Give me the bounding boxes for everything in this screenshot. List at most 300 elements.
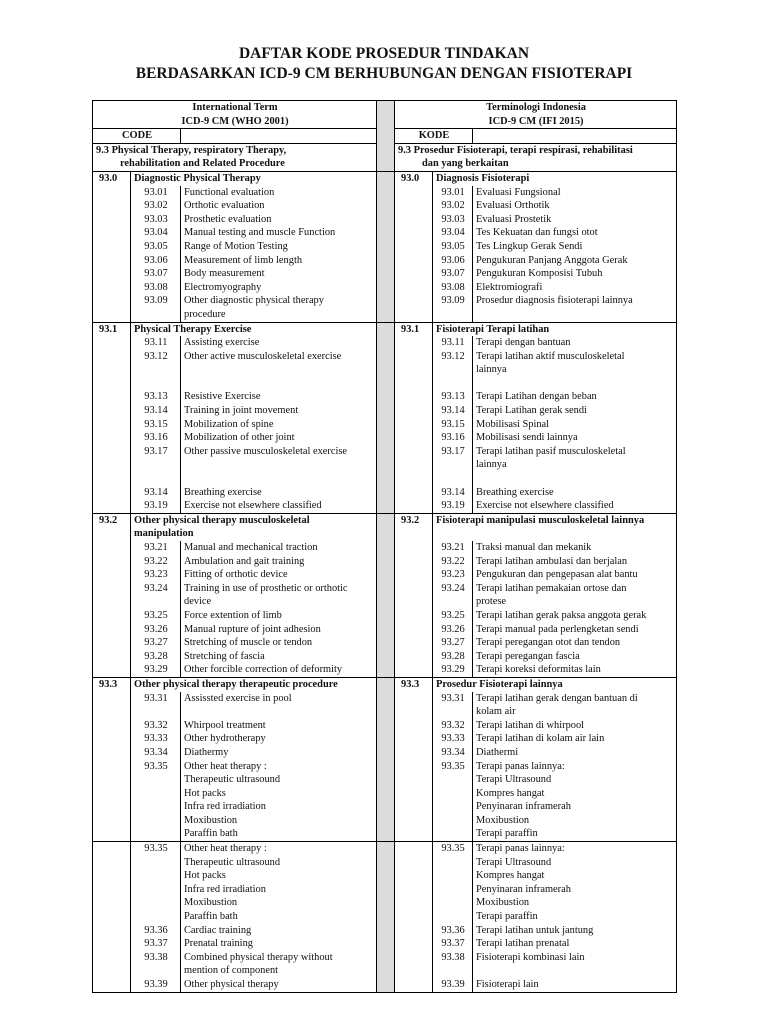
indent-cell-left [93,924,131,938]
procedure-term-right-line: Penyinaran inframerah [476,801,571,813]
indent-cell-right [395,732,433,746]
procedure-code-right: 93.39 [433,978,473,992]
procedure-term-left [181,213,377,227]
procedure-term-left-line: Other passive musculoskeletal exercise [184,445,348,457]
procedure-row [93,719,677,733]
procedure-term-left-line: Training in use of prosthetic or orthotic [184,582,348,594]
column-gap [377,186,395,200]
procedure-code-right: 93.37 [433,937,473,951]
procedure-term-left-line: Other physical therapy [184,979,279,990]
indent-cell-right [395,254,433,268]
procedure-term-left [181,294,377,322]
procedure-row [93,623,677,637]
procedure-term-right [473,240,677,254]
procedure-code-left: 93.34 [131,746,181,760]
procedure-term-left-line: Combined physical therapy without [184,951,333,963]
procedure-term-left [181,267,377,281]
procedure-term-right-line: Terapi latihan di whirpool [476,719,585,731]
indent-cell-right [395,294,433,322]
procedure-row [93,418,677,432]
column-gap [377,322,395,336]
procedure-code-right: 93.01 [433,186,473,200]
column-gap [377,254,395,268]
procedure-term-left-line: device [184,596,212,608]
procedure-term-left-line: Hot packs [184,787,226,799]
procedure-row [93,445,677,486]
procedure-term-left [181,336,377,350]
procedure-term-right-line: Terapi Latihan dengan beban [476,391,597,403]
procedure-term-right-line: Moxibustion [476,814,530,826]
title-line-1: DAFTAR KODE PROSEDUR TINDAKAN [238,45,530,62]
procedure-row [93,663,677,677]
section-row [93,513,677,541]
indent-cell-left [93,336,131,350]
indent-cell-right [395,336,433,350]
procedure-row [93,760,677,842]
procedure-code-left: 93.08 [131,281,181,295]
section-title-left-line: Other physical therapy musculoskeletal [134,514,310,526]
procedure-term-right-line: Mobilisasi sendi lainnya [476,432,578,444]
indent-cell-left [93,294,131,322]
column-gap [377,842,395,924]
procedure-term-left-line: Orthotic evaluation [184,200,265,212]
procedure-term-right-line: Terapi paraffin [476,911,538,923]
procedure-term-right-line: Terapi latihan di kolam air lain [476,733,605,745]
column-gap [377,390,395,404]
procedure-term-right-line: Terapi peregangan otot dan tendon [476,637,621,649]
procedure-term-left-line: procedure [184,308,226,320]
procedure-code-right: 93.11 [433,336,473,350]
procedure-row [93,350,677,391]
procedure-code-left: 93.12 [131,350,181,391]
section-title-right [433,677,677,691]
procedure-code-left: 93.11 [131,336,181,350]
indent-cell-right [395,924,433,938]
procedure-row [93,240,677,254]
procedure-term-left [181,719,377,733]
procedure-code-right: 93.21 [433,541,473,555]
procedure-term-left [181,636,377,650]
indent-cell-left [93,719,131,733]
section-code-right: 93.1 [395,322,433,336]
procedure-term-left [181,199,377,213]
procedure-row [93,199,677,213]
indent-cell-right [395,226,433,240]
column-gap [377,213,395,227]
column-gap [377,281,395,295]
procedure-row [93,404,677,418]
indent-cell-left [93,582,131,609]
procedure-code-left: 93.24 [131,582,181,609]
column-gap [377,555,395,569]
indent-cell-right [395,404,433,418]
procedure-term-right [473,418,677,432]
column-gap [377,978,395,992]
procedure-term-left [181,760,377,842]
code-label-left: CODE [93,129,181,144]
column-gap [377,171,395,185]
indent-cell-right [395,692,433,719]
procedure-term-left-line: Force extention of limb [184,609,282,621]
right-column-header [395,101,677,129]
procedure-term-left-line: Stretching of muscle or tendon [184,637,313,649]
section-row [93,677,677,691]
procedure-term-left [181,431,377,445]
indent-cell-right [395,951,433,978]
section-title-left [131,513,377,541]
column-gap [377,937,395,951]
section-code-left: 93.2 [93,513,131,541]
table-header-row [93,101,677,129]
procedure-term-left-line: Other heat therapy : [184,760,267,772]
section-title-left-line: manipulation [134,528,194,540]
procedure-term-right-line: Terapi Ultrasound [476,774,552,786]
procedure-term-right-line: Elektromiografi [476,281,543,293]
procedure-term-right [473,732,677,746]
indent-cell-left [93,650,131,664]
indent-cell-right [395,486,433,500]
procedure-term-right [473,186,677,200]
procedure-term-right-line: Kompres hangat [476,787,545,799]
procedure-code-left: 93.02 [131,199,181,213]
title-line-2: BERDASARKAN ICD-9 CM BERHUBUNGAN DENGAN FISIOTERAPI [135,65,633,82]
procedure-term-right-line: Tes Lingkup Gerak Sendi [476,240,583,252]
chapter-left-line-1: 9.3 Physical Therapy, respiratory Therapy, [96,144,287,156]
indent-cell-right [395,568,433,582]
procedure-row [93,650,677,664]
procedure-term-right [473,404,677,418]
indent-cell-left [93,418,131,432]
procedure-row [93,692,677,719]
procedure-term-right [473,746,677,760]
section-title-left [131,322,377,336]
column-gap [377,445,395,486]
column-gap [377,951,395,978]
procedure-term-left-line: Moxibustion [184,897,238,909]
section-title-right [433,513,677,541]
section-title-left [131,171,377,185]
procedure-term-right [473,555,677,569]
indent-cell-left [93,226,131,240]
procedure-code-right: 93.05 [433,240,473,254]
column-gap [377,582,395,609]
procedure-term-right [473,636,677,650]
section-row [93,171,677,185]
procedure-row [93,732,677,746]
procedure-term-right [473,350,677,391]
procedure-term-left [181,445,377,486]
procedure-term-right [473,199,677,213]
column-gap [377,746,395,760]
procedure-code-right: 93.26 [433,623,473,637]
procedure-term-left-line: Paraffin bath [184,911,238,923]
chapter-right-line-2: dan yang berkaitan [422,158,509,170]
indent-cell-left [93,760,131,842]
procedure-term-right-line: Terapi dengan bantuan [476,337,571,349]
procedure-term-right-line: Moxibustion [476,897,530,909]
procedure-term-right-line: Evaluasi Fungsional [476,186,561,198]
procedure-term-right-line: Terapi Ultrasound [476,856,552,868]
procedure-term-right [473,937,677,951]
procedure-code-right: 93.35 [433,760,473,842]
procedure-code-right: 93.24 [433,582,473,609]
procedure-term-left [181,732,377,746]
procedure-term-left-line: Ambulation and gait training [184,555,305,567]
procedure-term-right-line: Pengukuran Panjang Anggota Gerak [476,254,628,266]
procedure-term-right [473,609,677,623]
procedure-code-right: 93.13 [433,390,473,404]
procedure-term-left-line: Diathermy [184,746,229,758]
procedure-code-right: 93.34 [433,746,473,760]
indent-cell-left [93,199,131,213]
procedure-term-right-line: Terapi koreksi deformitas lain [476,664,601,676]
procedure-term-right [473,951,677,978]
indent-cell-right [395,499,433,513]
procedure-row [93,555,677,569]
procedure-term-left-line: Infra red irradiation [184,801,266,813]
procedure-term-right-line: Fisioterapi lain [476,979,539,990]
section-code-right: 93.0 [395,171,433,185]
procedure-term-right [473,281,677,295]
procedure-code-left: 93.38 [131,951,181,978]
procedure-code-left: 93.32 [131,719,181,733]
procedure-row [93,541,677,555]
procedure-code-left: 93.16 [131,431,181,445]
procedure-code-left: 93.09 [131,294,181,322]
procedure-code-left: 93.36 [131,924,181,938]
indent-cell-left [93,186,131,200]
left-column-header [93,101,377,129]
procedure-code-left: 93.28 [131,650,181,664]
procedure-term-right [473,267,677,281]
indent-cell-left [93,568,131,582]
procedure-code-left: 93.37 [131,937,181,951]
procedure-term-right [473,486,677,500]
procedure-code-left: 93.35 [131,842,181,924]
section-title-right [433,171,677,185]
procedure-term-left [181,281,377,295]
chapter-right-line-1: 9.3 Prosedur Fisioterapi, terapi respirasi, rehabilitasi [398,144,633,156]
procedure-term-left-line: Other diagnostic physical therapy [184,295,324,307]
indent-cell-right [395,978,433,992]
procedure-term-left [181,240,377,254]
column-gap [377,199,395,213]
procedure-term-left-line: Assissted exercise in pool [184,692,292,704]
procedure-term-left [181,541,377,555]
procedure-term-right-line: kolam air [476,706,516,718]
procedure-term-right-line: Evaluasi Orthotik [476,200,550,212]
procedure-term-right-line: protese [476,596,507,608]
procedure-term-left-line: Resistive Exercise [184,391,261,403]
procedure-term-right-line: Pengukuran dan pengepasan alat bantu [476,569,638,581]
procedure-row [93,486,677,500]
indent-cell-left [93,746,131,760]
procedure-term-right-line: Terapi latihan gerak paksa anggota gerak [476,609,647,621]
indent-cell-left [93,213,131,227]
procedure-code-left: 93.26 [131,623,181,637]
procedure-term-right [473,663,677,677]
column-gap [377,732,395,746]
procedure-term-left [181,568,377,582]
procedure-term-right [473,719,677,733]
procedure-code-right: 93.29 [433,663,473,677]
left-header-line-2: ICD-9 CM (WHO 2001) [181,115,289,127]
procedure-row [93,267,677,281]
procedure-term-right [473,213,677,227]
procedure-term-left [181,186,377,200]
procedure-row [93,937,677,951]
procedure-term-right [473,541,677,555]
indent-cell-left [93,842,131,924]
procedure-code-left: 93.14 [131,486,181,500]
procedure-term-left [181,254,377,268]
procedure-term-right [473,623,677,637]
column-gap [377,350,395,391]
procedure-code-left: 93.39 [131,978,181,992]
column-gap [377,404,395,418]
procedure-term-left-line: Infra red irradiation [184,883,266,895]
column-gap [377,692,395,719]
procedure-term-right [473,254,677,268]
section-code-right: 93.2 [395,513,433,541]
procedure-code-left: 93.05 [131,240,181,254]
procedure-code-right: 93.19 [433,499,473,513]
indent-cell-right [395,418,433,432]
procedure-term-right-line: Terapi panas lainnya: [476,760,565,772]
procedure-term-left-line: Paraffin bath [184,828,238,840]
procedure-term-left [181,924,377,938]
procedure-code-right: 93.38 [433,951,473,978]
procedure-term-left-line: Whirpool treatment [184,719,266,731]
procedure-term-right-line: Terapi latihan aktif musculoskeletal [476,350,625,362]
procedure-term-right [473,294,677,322]
section-title-right-line: Fisioterapi Terapi latihan [436,323,550,335]
procedure-term-right [473,582,677,609]
procedure-term-left [181,404,377,418]
procedure-term-left [181,390,377,404]
procedure-code-right: 93.15 [433,418,473,432]
indent-cell-right [395,445,433,486]
procedure-code-right: 93.17 [433,445,473,486]
column-gap [377,294,395,322]
procedure-term-left [181,692,377,719]
procedure-row [93,226,677,240]
procedure-code-right: 93.35 [433,842,473,924]
column-gap [377,431,395,445]
section-title-left-line: Diagnostic Physical Therapy [134,172,261,184]
indent-cell-left [93,978,131,992]
column-gap [377,663,395,677]
indent-cell-right [395,719,433,733]
procedure-code-right: 93.22 [433,555,473,569]
procedure-term-left-line: Manual rupture of joint adhesion [184,623,321,635]
indent-cell-left [93,732,131,746]
code-label-right-blank [473,129,677,144]
procedure-term-left-line: Mobilization of spine [184,418,274,430]
column-gap [377,486,395,500]
procedure-term-right-line: Terapi Latihan gerak sendi [476,405,587,417]
procedure-term-left [181,842,377,924]
procedure-term-left [181,746,377,760]
procedure-term-left-line: Manual and mechanical traction [184,542,318,553]
procedure-term-right [473,431,677,445]
procedure-row [93,336,677,350]
indent-cell-right [395,240,433,254]
procedure-term-left-line: Prosthetic evaluation [184,213,272,225]
procedure-term-right [473,842,677,924]
procedure-code-left: 93.03 [131,213,181,227]
indent-cell-left [93,254,131,268]
procedure-term-right [473,568,677,582]
procedure-term-right-line: Terapi manual pada perlengketan sendi [476,623,639,635]
procedure-code-right: 93.33 [433,732,473,746]
column-gap [377,101,395,172]
chapter-right [395,143,677,171]
procedure-code-left: 93.01 [131,186,181,200]
procedure-term-right [473,390,677,404]
column-gap [377,541,395,555]
procedure-code-left: 93.25 [131,609,181,623]
section-title-left-line: Physical Therapy Exercise [134,323,252,335]
procedure-row [93,746,677,760]
procedure-term-left [181,486,377,500]
chapter-left [93,143,377,171]
indent-cell-right [395,213,433,227]
indent-cell-right [395,636,433,650]
indent-cell-left [93,445,131,486]
procedure-code-right: 93.28 [433,650,473,664]
chapter-left-line-2: rehabilitation and Related Procedure [120,158,285,170]
procedure-code-right: 93.08 [433,281,473,295]
indent-cell-left [93,555,131,569]
procedure-term-left-line: Cardiac training [184,924,252,936]
procedure-term-right-line: Kompres hangat [476,870,545,882]
procedure-code-right: 93.09 [433,294,473,322]
procedure-code-left: 93.15 [131,418,181,432]
procedure-term-right-line: Penyinaran inframerah [476,883,571,895]
indent-cell-right [395,746,433,760]
procedure-code-right: 93.12 [433,350,473,391]
indent-cell-left [93,267,131,281]
indent-cell-left [93,623,131,637]
procedure-code-left: 93.35 [131,760,181,842]
procedure-term-right-line: Traksi manual dan mekanik [476,542,592,553]
procedure-code-left: 93.21 [131,541,181,555]
procedure-term-left-line: Hot packs [184,870,226,882]
right-header-line-2: ICD-9 CM (IFI 2015) [488,115,584,127]
procedure-term-left [181,418,377,432]
procedure-term-left-line: Exercise not elsewhere classified [184,500,322,512]
procedure-row [93,390,677,404]
procedure-term-right-line: Exercise not elsewhere classified [476,500,614,512]
indent-cell-right [395,281,433,295]
procedure-term-left-line: Therapeutic ultrasound [184,856,281,868]
procedure-code-left: 93.33 [131,732,181,746]
column-gap [377,336,395,350]
code-label-right: KODE [395,129,473,144]
procedure-term-left-line: Assisting exercise [184,337,260,349]
indent-cell-right [395,431,433,445]
procedure-term-left [181,978,377,992]
section-title-right-line: Diagnosis Fisioterapi [436,172,530,184]
indent-cell-left [93,240,131,254]
document-title [0,44,768,84]
procedure-term-right [473,760,677,842]
procedure-term-right [473,499,677,513]
section-code-left: 93.0 [93,171,131,185]
column-gap [377,623,395,637]
column-gap [377,677,395,691]
